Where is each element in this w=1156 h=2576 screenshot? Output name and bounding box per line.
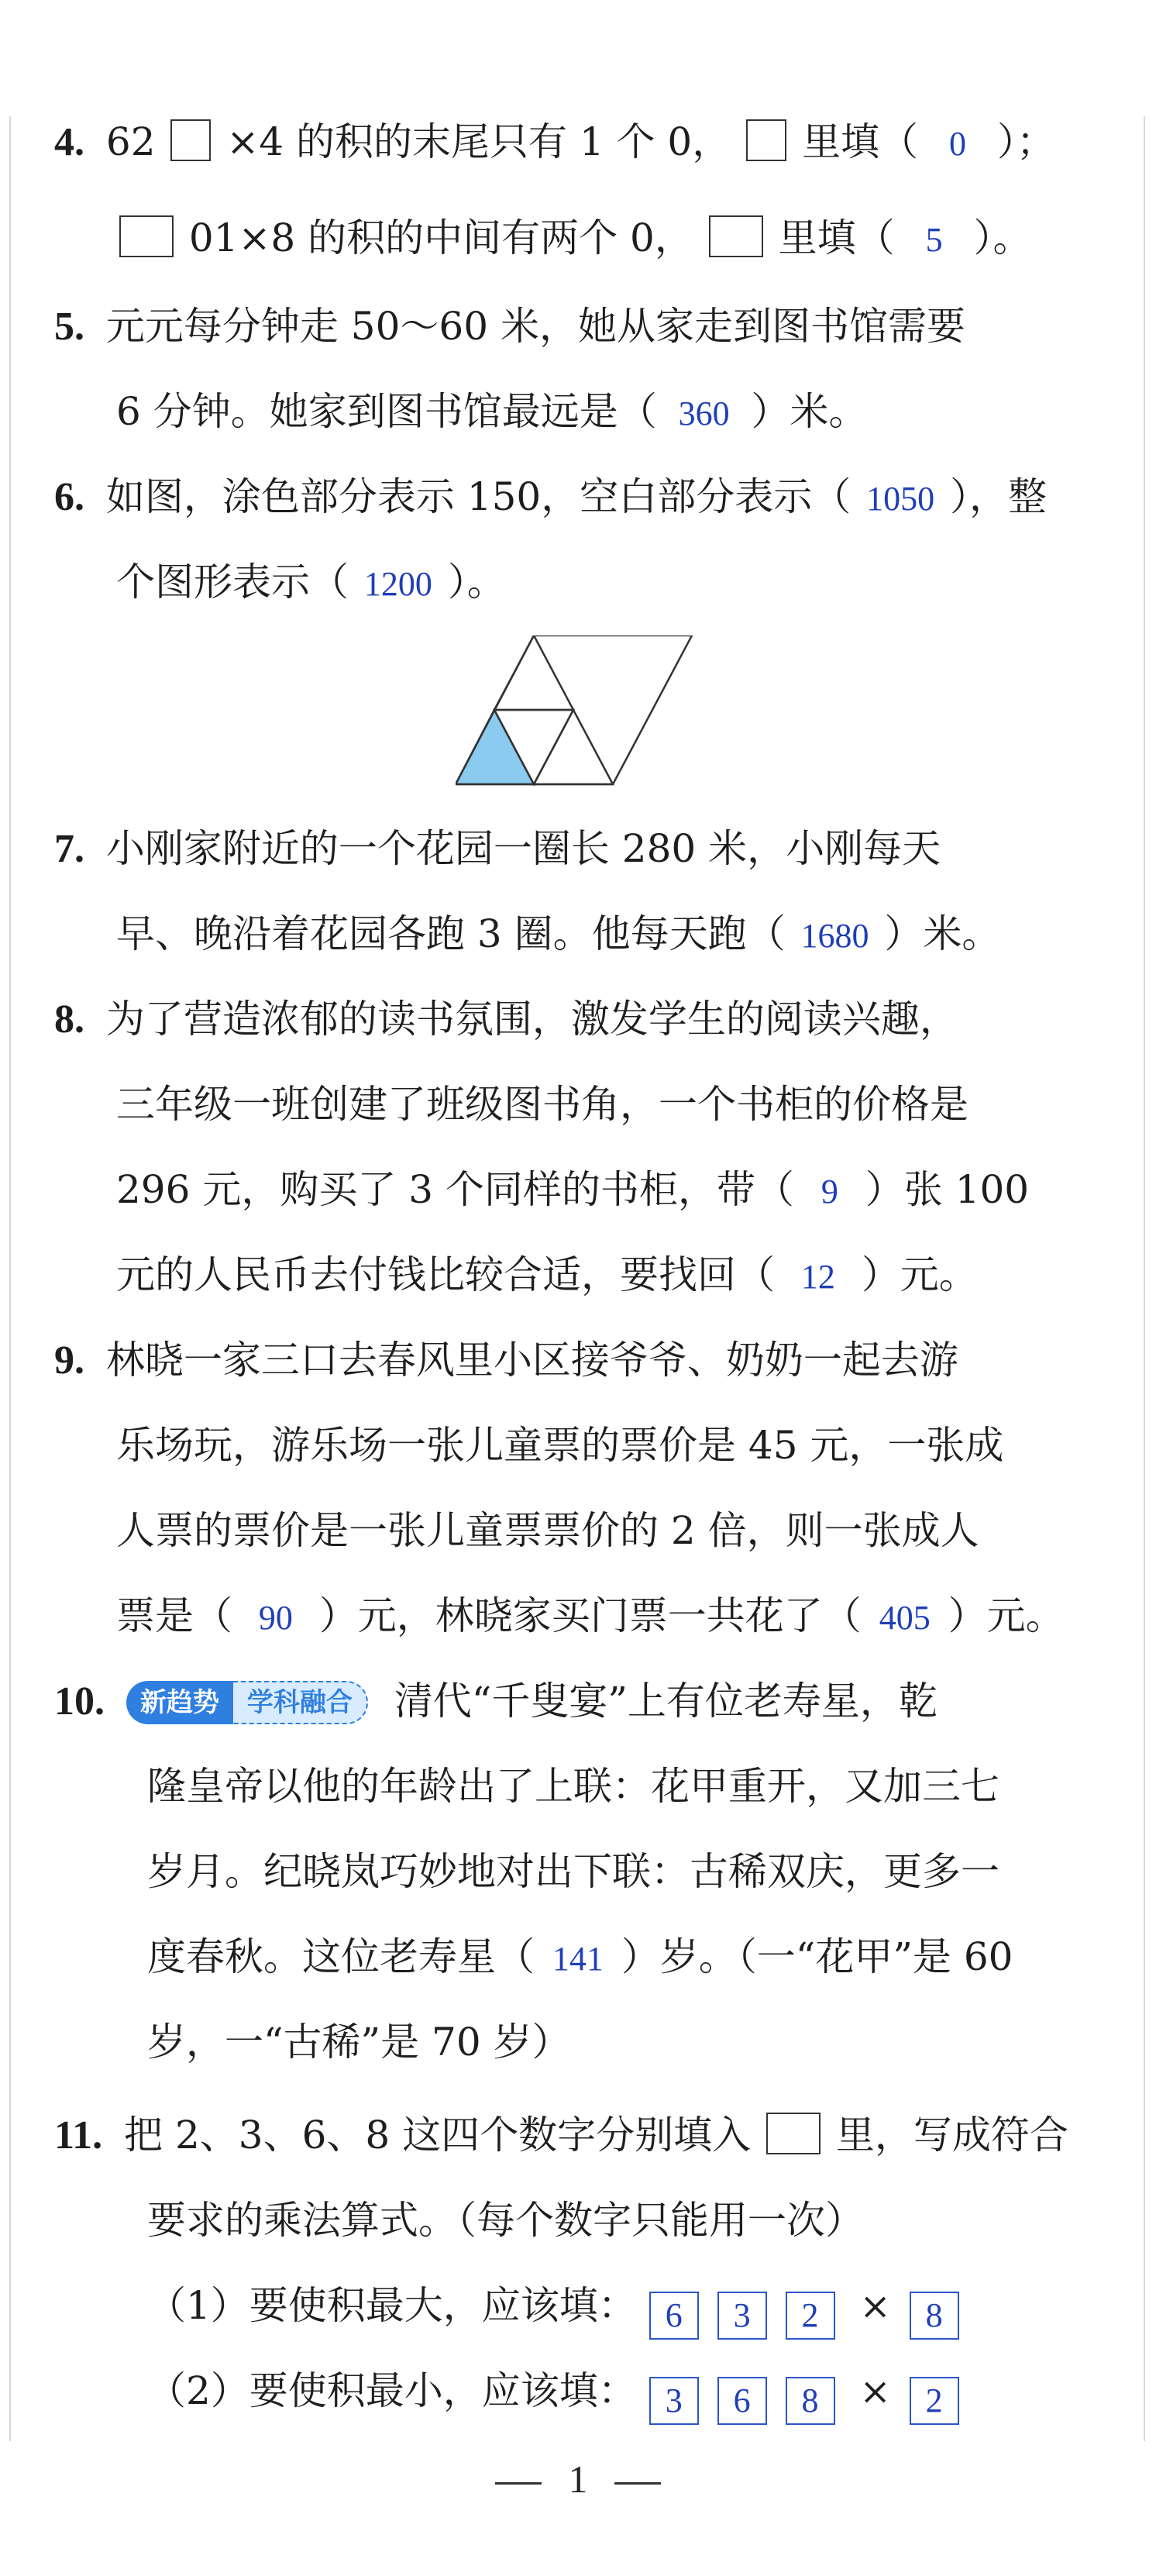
answer-digit-box: 6 xyxy=(717,2377,767,2425)
parallelogram-figure xyxy=(456,635,704,790)
page-footer xyxy=(0,2457,1156,2502)
question-number: 4. xyxy=(54,120,84,164)
answer-digit-box: 2 xyxy=(786,2292,835,2340)
blank-box xyxy=(170,119,211,161)
q5-line-2: 6 分钟。她家到图书馆最远是（ 360 ）米。 xyxy=(116,384,868,441)
blank-box xyxy=(709,215,763,257)
blank-box xyxy=(119,215,174,257)
answer-digit-box: 8 xyxy=(786,2377,835,2425)
blank-box xyxy=(766,2113,821,2154)
answer: 141 xyxy=(552,1940,604,1978)
answer-digit-box: 3 xyxy=(649,2377,699,2425)
q6-line-1: 6. 如图，涂色部分表示 150，空白部分表示（ 1050 ），整 xyxy=(54,470,1047,526)
q11-line-2: 要求的乘法算式。（每个数字只能用一次） xyxy=(147,2198,864,2243)
answer: 360 xyxy=(678,394,730,432)
q10-line-4: 度春秋。这位老寿星（ 141 ）岁。（一“花甲”是 60 xyxy=(147,1930,1013,1986)
footer-dash xyxy=(495,2482,542,2485)
q6-line-2: 个图形表示（ 1200 ）。 xyxy=(116,555,506,611)
question-number: 5. xyxy=(54,305,84,349)
q8-line-1: 8. 为了营造浓郁的读书氛围，激发学生的阅读兴趣， xyxy=(54,997,958,1042)
subject-badge: 学科融合 xyxy=(233,1681,368,1724)
q11-part-1: （1）要使积最大，应该填： 6 3 2 × 8 xyxy=(147,2278,965,2340)
tag-badges xyxy=(126,1681,368,1724)
answer: 12 xyxy=(800,1258,835,1296)
times-sign: × xyxy=(859,2285,891,2328)
q8-line-3: 296 元，购买了 3 个同样的书柜，带（ 9 ）张 100 xyxy=(116,1162,1029,1219)
answer: 0 xyxy=(948,125,966,163)
triangle xyxy=(494,635,573,710)
page-number: 1 xyxy=(568,2457,588,2501)
answer: 9 xyxy=(821,1173,838,1211)
question-number: 6. xyxy=(54,475,84,519)
q4-line-1: 4. 62 ×4 的积的末尾只有 1 个 0， 里填（ 0 ）； xyxy=(54,115,1055,171)
q10-line-3: 岁月。纪晓岚巧妙地对出下联：古稀双庆，更多一 xyxy=(147,1849,999,1894)
answer: 5 xyxy=(925,221,943,259)
trend-badge: 新趋势 xyxy=(126,1681,233,1724)
q7-line-1: 7. 小刚家附近的一个花园一圈长 280 米，小刚每天 xyxy=(54,826,941,871)
answer: 1680 xyxy=(800,917,869,955)
q8-line-4: 元的人民币去付钱比较合适，要找回（ 12 ）元。 xyxy=(116,1248,978,1304)
shaded-triangle xyxy=(456,710,534,784)
q10-line-1: 10. 新趋势 学科融合 清代“千叟宴”上有位老寿星，乾 xyxy=(54,1679,938,1724)
footer-dash xyxy=(614,2482,661,2485)
q9-line-3: 人票的票价是一张儿童票票价的 2 倍，则一张成人 xyxy=(116,1508,979,1553)
answer: 90 xyxy=(258,1599,293,1637)
q5-line-1: 5. 元元每分钟走 50～60 米，她从家走到图书馆需要 xyxy=(54,304,965,349)
page-edge-left xyxy=(9,116,11,2441)
q10-line-5: 岁，一“古稀”是 70 岁） xyxy=(147,2020,571,2065)
answer-digit-box: 6 xyxy=(649,2292,699,2340)
question-number: 9. xyxy=(54,1338,84,1383)
blank-box xyxy=(746,119,786,161)
q11-part-2: （2）要使积最小，应该填： 3 6 8 × 2 xyxy=(147,2364,965,2425)
triangle xyxy=(534,710,613,784)
q9-line-4: 票是（ 90 ）元，林晓家买门票一共花了（ 405 ）元。 xyxy=(116,1589,1065,1645)
answer: 405 xyxy=(879,1599,931,1637)
question-number: 8. xyxy=(54,997,84,1042)
q9-line-1: 9. 林晓一家三口去春风里小区接爷爷、奶奶一起去游 xyxy=(54,1338,958,1383)
q9-line-2: 乐场玩，游乐场一张儿童票的票价是 45 元，一张成 xyxy=(116,1423,1004,1468)
page-edge-right xyxy=(1144,116,1145,2441)
times-sign: × xyxy=(859,2370,891,2413)
answer-digit-box: 2 xyxy=(910,2377,959,2425)
question-number: 7. xyxy=(54,827,84,871)
answer-digit-box: 3 xyxy=(717,2292,767,2340)
q4-line-2: 01×8 的积的中间有两个 0， 里填（ 5 ）。 xyxy=(116,211,1031,267)
q7-line-2: 早、晚沿着花园各跑 3 圈。他每天跑（ 1680 ）米。 xyxy=(116,907,1000,963)
answer: 1200 xyxy=(363,565,432,603)
answer: 1050 xyxy=(866,480,935,518)
q11-line-1: 11. 把 2、3、6、8 这四个数字分别填入 里，写成符合 xyxy=(54,2113,1068,2158)
q10-line-2: 隆皇帝以他的年龄出了上联：花甲重开，又加三七 xyxy=(147,1764,999,1809)
q8-line-2: 三年级一班创建了班级图书角，一个书柜的价格是 xyxy=(116,1082,968,1127)
question-number: 10. xyxy=(54,1679,105,1724)
answer-digit-box: 8 xyxy=(910,2292,959,2340)
question-number: 11. xyxy=(54,2113,103,2158)
